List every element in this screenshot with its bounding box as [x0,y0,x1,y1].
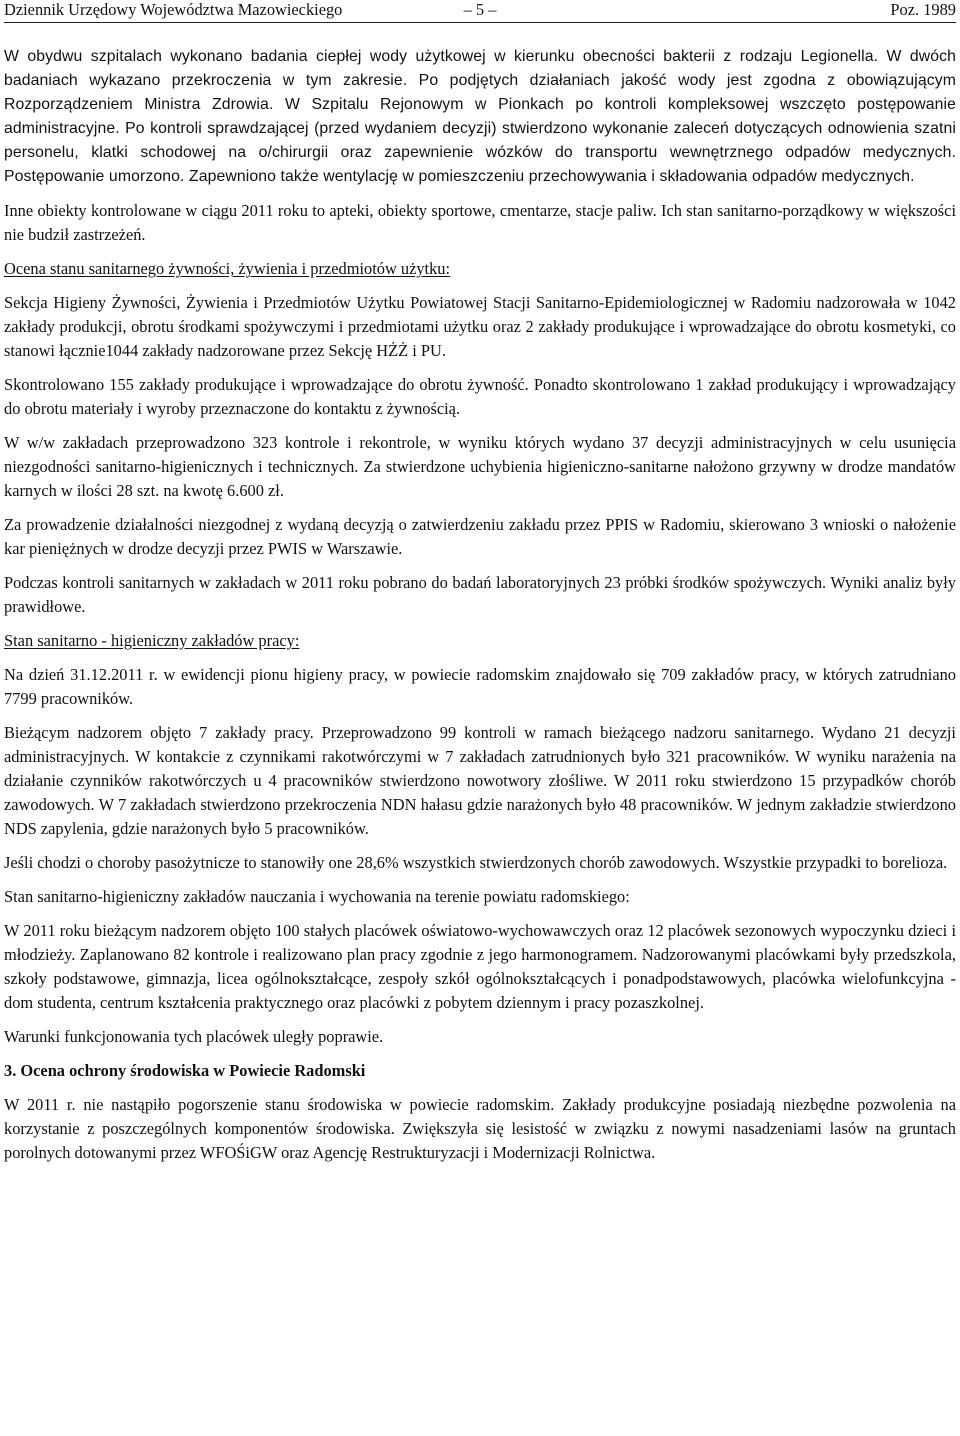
section-heading-food: Ocena stanu sanitarnego żywności, żywienia i przedmiotów użytku: [4,259,451,278]
paragraph-conditions: Warunki funkcjonowania tych placówek uległy poprawie. [4,1027,384,1046]
paragraph-work-count: Na dzień 31.12.2011 r. w ewidencji pionu higieny pracy, w powiecie radomskim znajdowało się 709 zakładów pracy, w których zatrudniano 7799 pracowników. [4,665,956,708]
section-heading-environment: 3. Ocena ochrony środowiska w Powiecie Radomski [4,1061,366,1080]
paragraph-environment: W 2011 r. nie nastąpiło pogorszenie stanu środowiska w powiecie radomskim. Zakłady produkcyjne posiadają niezbędne pozwolenia na korzystanie z poszczególnych komponentów środowiska. Zwiększyła się lesistość w związku z nowymi nasadzeniami lasów na gruntach porolnych dotowanymi przez WFOŚiGW oraz Agencję Restrukturyzacji i Modernizacji Rolnictwa. [4,1095,956,1162]
paragraph-inspections: W w/w zakładach przeprowadzono 323 kontrole i rekontrole, w wyniku których wydano 37 decyzji administracyjnych w celu usunięcia niezgodności sanitarno-higienicznych i technicznych. Za stwierdzone uchybienia higieniczno-sanitarne nałożono grzywny w drodze mandatów karnych w ilości 28 szt. na kwotę 6.600 zł. [4,433,956,500]
paragraph-controlled: Skontrolowano 155 zakłady produkujące i wprowadzające do obrotu żywność. Ponadto skontrolowano 1 zakład produkujący i wprowadzający do obrotu materiały i wyroby przeznaczone do kontaktu z żywnością. [4,375,956,418]
section-heading-work: Stan sanitarno - higieniczny zakładów pracy: [4,631,300,650]
page-header [4,0,956,23]
paragraph-samples: Podczas kontroli sanitarnych w zakładach w 2011 roku pobrano do badań laboratoryjnych 23 próbki środków spożywczych. Wyniki analiz były prawidłowe. [4,573,956,616]
paragraph-other-objects: Inne obiekty kontrolowane w ciągu 2011 roku to apteki, obiekty sportowe, cmentarze, stacje paliw. Ich stan sanitarno-porządkowy w większości nie budził zastrzeżeń. [4,201,956,244]
paragraph-work-supervision: Bieżącym nadzorem objęto 7 zakłady pracy. Przeprowadzono 99 kontroli w ramach bieżącego nadzoru sanitarnego. Wydano 21 decyzji administracyjnych. W kontakcie z czynnikami rakotwórczymi w 7 zakładach zatrudnionych było 321 pracowników. W wyniku narażenia na działanie czynników rakotwórczych u 4 pracowników stwierdzono nowotwory złośliwe. W 2011 roku stwierdzono 15 przypadków chorób zawodowych. W 7 zakładach stwierdzono przekroczenia NDN hałasu gdzie narażonych było 48 pracowników. W jednym zakładzie stwierdzono NDS zapylenia, gdzie narażonych było 5 pracowników. [4,723,956,838]
document-body [4,45,956,1165]
position-number: Poz. 1989 [890,0,956,19]
paragraph-legionella: W obydwu szpitalach wykonano badania ciepłej wody użytkowej w kierunku obecności bakterii z rodzaju Legionella. W dwóch badaniach wykazano przekroczenia w tym zakresie. Po podjętych działaniach jakość wody jest zgodna z obowiązującym Rozporządzeniem Ministra Zdrowia. W Szpitalu Rejonowym w Pionkach po kontroli kompleksowej wszczęto postępowanie administracyjne. Po kontroli sprawdzającej (przed wydaniem decyzji) stwierdzono wykonanie zaleceń dotyczących odnowienia szatni personelu, klatki schodowej na o/chirurgii oraz zapewnienie wózków do transportu wewnętrznego odpadów medycznych. Postępowanie umorzono. Zapewniono także wentylację w pomieszczeniu przechowywania i składowania odpadów medycznych. [4,48,956,185]
paragraph-penalties: Za prowadzenie działalności niezgodnej z wydaną decyzją o zatwierdzeniu zakładu przez PPIS w Radomiu, skierowano 3 wnioski o nałożenie kar pieniężnych w drodze decyzji przez PWIS w Warszawie. [4,515,956,558]
paragraph-education: W 2011 roku bieżącym nadzorem objęto 100 stałych placówek oświatowo-wychowawczych oraz 12 placówek sezonowych wypoczynku dzieci i młodzieży. Zaplanowano 82 kontrole i realizowano plan pracy zgodnie z jego harmonogramem. Nadzorowanymi placówkami były przedszkola, szkoły podstawowe, gimnazja, licea ogólnokształcące, zespoły szkół ogólnokształcących i ponadpodstawowych, placówka wielofunkcyjna - dom studenta, centrum kształcenia praktycznego oraz placówki z pobytem dziennym i pracy pozaszkolnej. [4,921,956,1012]
paragraph-parasitic: Jeśli chodzi o choroby pasożytnicze to stanowiły one 28,6% wszystkich stwierdzonych chorób zawodowych. Wszystkie przypadki to borelioza. [4,853,948,872]
page-number: – 5 – [463,0,497,19]
section-heading-education: Stan sanitarno-higieniczny zakładów nauczania i wychowania na terenie powiatu radomskiego: [4,887,630,906]
journal-title: Dziennik Urzędowy Województwa Mazowieckiego [4,0,343,19]
paragraph-food-section: Sekcja Higieny Żywności, Żywienia i Przedmiotów Użytku Powiatowej Stacji Sanitarno-Epidemiologicznej w Radomiu nadzorowała w 1042 zakłady produkcji, obrotu środkami spożywczymi i przedmiotami użytku oraz 2 zakłady produkujące i wprowadzające do obrotu kosmetyki, co stanowi łącznie1044 zakłady nadzorowane przez Sekcję HŻŻ i PU. [4,293,956,360]
document-page [4,0,956,1175]
